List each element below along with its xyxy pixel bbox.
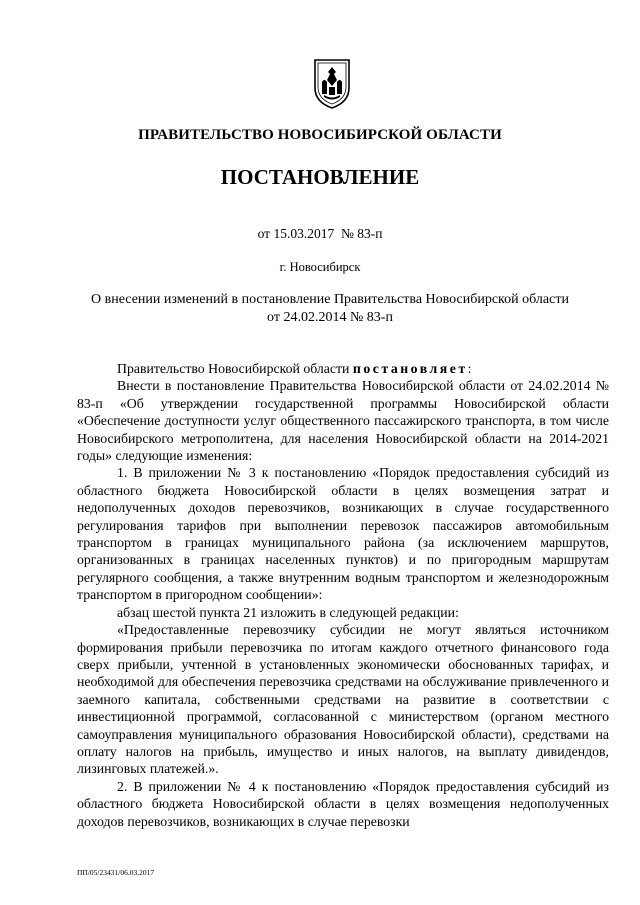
paragraph-item-1-instruction: абзац шестой пункта 21 изложить в следующей редакции: — [117, 604, 459, 620]
document-date: 15.03.2017 — [273, 226, 335, 241]
subject-line-2: от 24.02.2014 № 83-п — [267, 310, 393, 325]
document-type-title: ПОСТАНОВЛЕНИЕ — [220, 165, 420, 189]
document-number: № 83-п — [340, 226, 383, 241]
date-prefix: от — [257, 226, 271, 241]
intro-text: Правительство Новосибирской области — [117, 361, 353, 376]
government-title: ПРАВИТЕЛЬСТВО НОВОСИБИРСКОЙ ОБЛАСТИ — [138, 127, 502, 143]
paragraph-item-1: 1. В приложении № 3 к постановлению «Порядок предоставления субсидий из областного бюджета Новосибирской области в целях возмещения затрат и недополученных доходов перевозчиков, возникающих в случае государственного регулирования тарифов при выполнении перевозок пассажиров автомобильным транспортом в границах муниципального района (за исключением маршрутов, организованных в границах населенных пунктов) и по пригородным маршрутам регулярного сообщения, а также внутренним водным транспортом и железнодорожным транспортом в пригородном сообщении»: — [77, 465, 609, 603]
intro-colon: : — [467, 361, 472, 376]
document-body — [77, 360, 609, 830]
coat-of-arms-icon — [312, 58, 352, 110]
document-code: ПП/05/23431/06.03.2017 — [77, 868, 155, 877]
resolves-word: постановляет — [352, 361, 468, 376]
paragraph-amendment-intro: Внести в постановление Правительства Новосибирской области от 24.02.2014 № 83-п «Об утверждении государственной программы Новосибирской области «Обеспечение доступности услуг общественного пассажирского транспорта, в том числе Новосибирского метрополитена, для населения Новосибирской области на 2014-2021 годы» следующие изменения: — [77, 378, 609, 464]
subject-line-1: О внесении изменений в постановление Правительства Новосибирской области — [91, 292, 569, 307]
city-line: г. Новосибирск — [279, 260, 361, 274]
date-number-line — [0, 226, 640, 242]
intro-paragraph — [77, 360, 609, 377]
paragraph-quoted-text: «Предоставленные перевозчику субсидии не могут являться источником формирования прибыли перевозчика по итогам каждого отчетного финансового года сверх прибыли, учтенной в установленных экономически обоснованных тарифах, и необходимой для обеспечения перевозчика средствами на обслуживание привлеченного и заемного капитала, собственными средствами на развитие в соответствии с инвестиционной программой, согласованной с министерством (органом местного самоуправления муниципального образования Новосибирской области), средствами на оплату налогов на прибыль, имущество и иных налогов, на выплату дивидендов, лизинговых платежей.». — [77, 622, 609, 777]
paragraph-item-2: 2. В приложении № 4 к постановлению «Порядок предоставления субсидий из областного бюджета Новосибирской области в целях возмещения недополученных доходов перевозчиков, возникающих в случае перевозки — [77, 778, 609, 829]
document-subject — [80, 291, 580, 327]
